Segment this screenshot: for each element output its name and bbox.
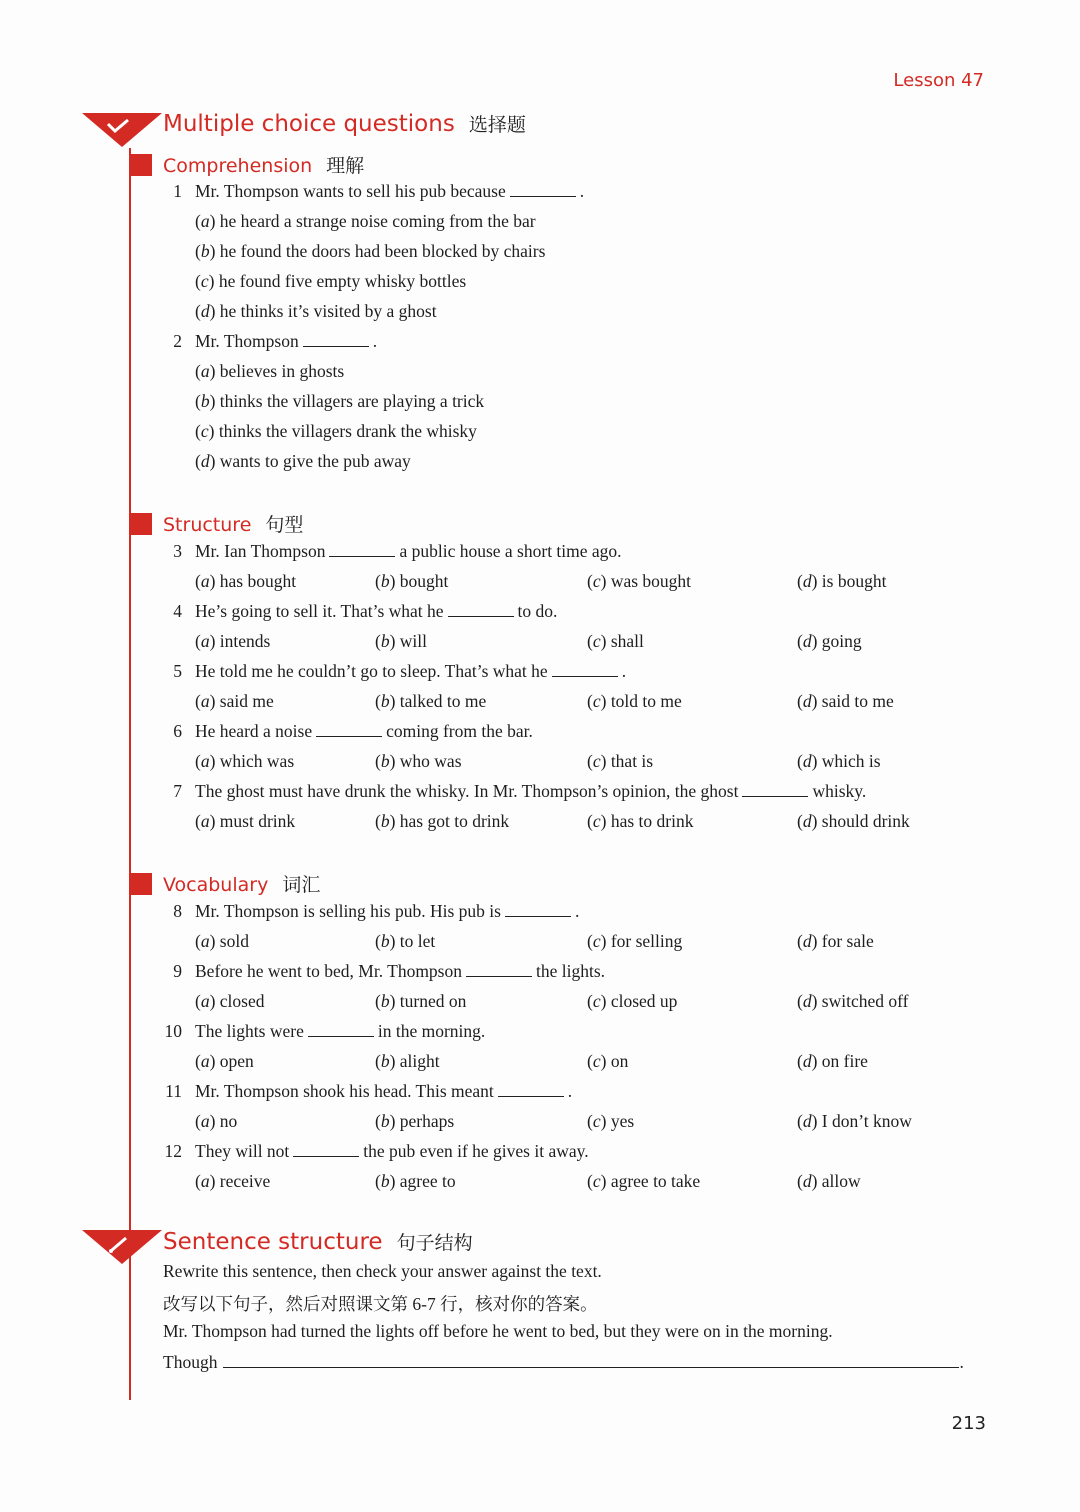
- answer-blank: [505, 902, 571, 917]
- sentence-structure-heading: Sentence structure 句子结构: [163, 1229, 473, 1255]
- rewrite-line: Though .: [163, 1352, 964, 1372]
- source-sentence: Mr. Thompson had turned the lights off before he went to bed, but they were on in the morning.: [163, 1321, 833, 1341]
- lesson-label: Lesson 47: [893, 70, 984, 91]
- vocabulary-heading: Vocabulary 词汇: [163, 874, 321, 896]
- instruction-en: Rewrite this sentence, then check your answer against the text.: [163, 1261, 602, 1281]
- answer-blank: [303, 332, 369, 347]
- answer-blank: [448, 602, 514, 617]
- comprehension-heading: Comprehension 理解: [163, 155, 365, 177]
- pencil-marker-icon: [82, 1228, 162, 1266]
- answer-blank: [552, 662, 618, 677]
- section-square-icon: [130, 154, 152, 176]
- check-marker-icon: [82, 111, 162, 149]
- margin-rule: [129, 148, 131, 1400]
- section-square-icon: [130, 513, 152, 535]
- answer-blank: [308, 1022, 374, 1037]
- rewrite-blank[interactable]: [223, 1351, 959, 1368]
- answer-blank: [316, 722, 382, 737]
- mcq-heading: Multiple choice questions 选择题: [163, 111, 526, 137]
- answer-blank: [329, 542, 395, 557]
- section-square-icon: [130, 873, 152, 895]
- answer-blank: [293, 1142, 359, 1157]
- answer-blank: [466, 962, 532, 977]
- answer-blank: [742, 782, 808, 797]
- structure-heading: Structure 句型: [163, 514, 304, 536]
- instruction-zh: 改写以下句子，然后对照课文第 6-7 行，核对你的答案。: [163, 1294, 598, 1314]
- page-number: 213: [951, 1413, 986, 1434]
- answer-blank: [498, 1082, 564, 1097]
- answer-blank: [510, 182, 576, 197]
